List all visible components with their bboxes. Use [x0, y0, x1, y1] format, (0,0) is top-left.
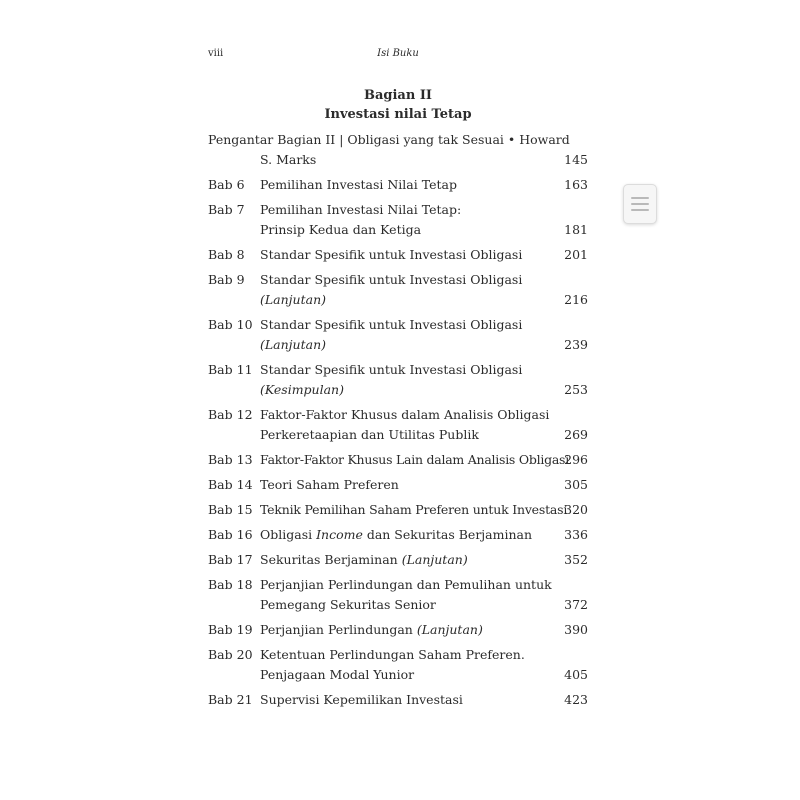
- toc-page-number: 269: [564, 427, 588, 442]
- toc-entry[interactable]: [208, 270, 588, 310]
- chapter-title: [260, 200, 588, 240]
- chapter-label: Bab 17: [208, 552, 253, 567]
- chapter-title-line1: Faktor-Faktor Khusus Lain dalam Analisis Obligasi: [260, 452, 569, 467]
- chapter-title-line1: Perjanjian Perlindungan dan Pemulihan untuk: [260, 577, 552, 592]
- chapter-label: Bab 13: [208, 452, 253, 467]
- chapter-title-line1: Standar Spesifik untuk Investasi Obligasi: [260, 272, 523, 287]
- toc-entry[interactable]: [208, 475, 588, 495]
- chapter-title: [260, 550, 588, 570]
- toc-page-number: 320: [564, 502, 588, 517]
- running-head-title: Isi Buku: [377, 48, 419, 59]
- toc-page-number: 216: [564, 292, 588, 307]
- toc-page-number: 296: [564, 452, 588, 467]
- chapter-title-italic: (Lanjutan): [416, 622, 483, 637]
- chapter-title-line2: Prinsip Kedua dan Ketiga: [260, 222, 422, 237]
- toc-page-number: 336: [564, 527, 588, 542]
- toc-page-number: 163: [564, 177, 588, 192]
- chapter-title: [260, 270, 588, 310]
- chapter-label: Bab 7: [208, 202, 245, 217]
- chapter-title-line2: (Lanjutan): [260, 292, 327, 307]
- toc-page-number: 390: [564, 622, 588, 637]
- toc-entry[interactable]: [208, 450, 588, 470]
- chapter-title: [260, 690, 588, 710]
- chapter-title-line1: Standar Spesifik untuk Investasi Obligasi: [260, 247, 523, 262]
- chapter-label: Bab 20: [208, 647, 253, 662]
- chapter-title: [260, 315, 588, 355]
- toc-entry[interactable]: [208, 245, 588, 265]
- chapter-title-line1: Pemilihan Investasi Nilai Tetap:: [260, 202, 462, 217]
- toc-entry[interactable]: [208, 550, 588, 570]
- chapter-title-line1: Faktor-Faktor Khusus dalam Analisis Obligasi: [260, 407, 550, 422]
- menu-line: [631, 197, 649, 199]
- chapter-title: [260, 245, 588, 265]
- part-label: Bagian II: [363, 88, 432, 103]
- chapter-title-line1: Standar Spesifik untuk Investasi Obligasi: [260, 362, 523, 377]
- toc-entry[interactable]: [208, 175, 588, 195]
- toc-page-number: 181: [564, 222, 588, 237]
- toc-intro-entry[interactable]: [208, 130, 588, 170]
- toc-page-number: 405: [564, 667, 588, 682]
- running-head: [208, 48, 588, 64]
- toc-page-number: 423: [564, 692, 588, 707]
- toc-entry[interactable]: [208, 525, 588, 545]
- page-folio: viii: [208, 48, 224, 59]
- toc-entry[interactable]: [208, 620, 588, 640]
- part-heading: [208, 86, 588, 124]
- chapter-title-part-a: Sekuritas Berjaminan: [260, 552, 402, 567]
- chapter-title-part-a: Obligasi: [260, 527, 317, 542]
- chapter-title-line2: Pemegang Sekuritas Senior: [260, 597, 436, 612]
- chapter-title: [260, 175, 588, 195]
- chapter-title: [260, 500, 601, 520]
- chapter-label: Bab 6: [208, 177, 245, 192]
- toc-entry[interactable]: [208, 405, 588, 445]
- toc-entry[interactable]: [208, 690, 588, 710]
- chapter-label: Bab 8: [208, 247, 245, 262]
- chapter-title-line2: Penjagaan Modal Yunior: [260, 667, 415, 682]
- toc-entry[interactable]: [208, 645, 588, 685]
- menu-line: [631, 203, 649, 205]
- toc-entry[interactable]: [208, 200, 588, 240]
- toc-page-number: 253: [564, 382, 588, 397]
- chapter-label: Bab 9: [208, 272, 245, 287]
- chapter-title-line2: (Lanjutan): [260, 337, 327, 352]
- chapter-label: Bab 21: [208, 692, 253, 707]
- toc-entry[interactable]: [208, 500, 588, 520]
- chapter-title: [260, 450, 603, 470]
- chapter-title-italic: (Lanjutan): [401, 552, 468, 567]
- chapter-title-line1: Teknik Pemilihan Saham Preferen untuk Investasi: [260, 502, 568, 517]
- toc-page-number: 372: [564, 597, 588, 612]
- chapter-title: [260, 620, 588, 640]
- chapter-label: Bab 14: [208, 477, 253, 492]
- menu-line: [631, 209, 649, 211]
- chapter-label: Bab 16: [208, 527, 253, 542]
- chapter-title-line2: (Kesimpulan): [260, 382, 344, 397]
- table-of-contents: [208, 130, 588, 715]
- chapter-label: Bab 19: [208, 622, 253, 637]
- chapter-title-part-b: dan Sekuritas Berjaminan: [362, 527, 533, 542]
- chapter-label: Bab 12: [208, 407, 253, 422]
- chapter-title: [260, 360, 588, 400]
- toc-page-number: 201: [564, 247, 588, 262]
- toc-entry[interactable]: [208, 575, 588, 615]
- chapter-title: [260, 525, 588, 545]
- chapter-title: [260, 575, 588, 615]
- chapter-label: Bab 10: [208, 317, 253, 332]
- toc-page-number: 145: [564, 152, 588, 167]
- chapter-title-line1: Standar Spesifik untuk Investasi Obligasi: [260, 317, 523, 332]
- toc-page-number: 305: [564, 477, 588, 492]
- chapter-title-line1: Teori Saham Preferen: [260, 477, 399, 492]
- chapter-label: Bab 15: [208, 502, 253, 517]
- toc-intro-title-line2: S. Marks: [260, 152, 317, 167]
- chapter-title: [260, 475, 588, 495]
- chapter-title: [260, 645, 588, 685]
- menu-lines-icon[interactable]: [623, 184, 657, 224]
- chapter-title-line1: Ketentuan Perlindungan Saham Preferen.: [260, 647, 525, 662]
- chapter-label: Bab 18: [208, 577, 253, 592]
- toc-page-number: 352: [564, 552, 588, 567]
- chapter-title-line1: Pemilihan Investasi Nilai Tetap: [260, 177, 457, 192]
- toc-page-number: 239: [564, 337, 588, 352]
- part-title: Investasi nilai Tetap: [324, 107, 472, 122]
- toc-entry[interactable]: [208, 360, 588, 400]
- chapter-title-italic: Income: [316, 527, 363, 542]
- chapter-title-line2: Perkeretaapian dan Utilitas Publik: [260, 427, 479, 442]
- chapter-title-part-a: Perjanjian Perlindungan: [260, 622, 417, 637]
- toc-entry[interactable]: [208, 315, 588, 355]
- chapter-label: Bab 11: [208, 362, 253, 377]
- chapter-title: [260, 405, 588, 445]
- toc-intro-title-line1: Pengantar Bagian II | Obligasi yang tak Sesuai • Howard: [208, 132, 570, 147]
- chapter-title-line1: Supervisi Kepemilikan Investasi: [260, 692, 463, 707]
